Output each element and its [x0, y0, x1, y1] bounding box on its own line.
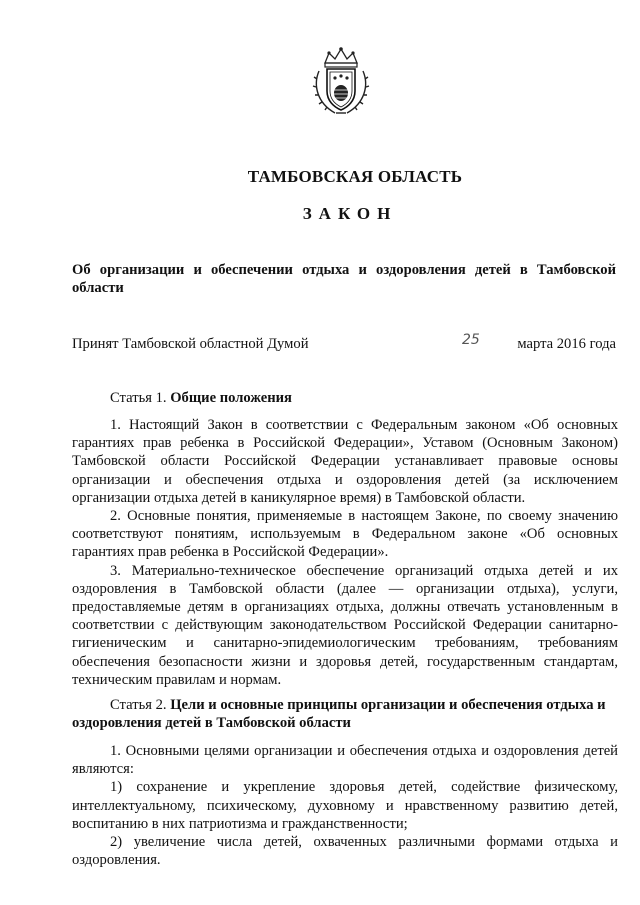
- article-1-paragraph-1: 1. Настоящий Закон в соответствии с Федеральным законом «Об основных гарантиях прав ребенка в Российской Федерации», Уставом (Основным Законом) Тамбовской области Российской Федерации устанавливает правовые основы организации и обеспечения отдыха и оздоровления детей (за исключением организации отдыха детей в каникулярное время) в Тамбовской области.: [72, 417, 618, 506]
- article-1-paragraph-2: 2. Основные понятия, применяемые в настоящем Законе, по своему значению соответствуют понятиям, используемым в Федеральном законе «Об основных гарантиях прав ребенка в Российской Федерации».: [72, 508, 618, 561]
- adoption-label: Принят Тамбовской областной Думой: [72, 336, 309, 352]
- article-1-name: Общие положения: [170, 390, 292, 406]
- article-1-body: [72, 416, 618, 689]
- article-1-number: Статья 1.: [110, 390, 167, 406]
- adoption-date: марта 2016 года: [517, 336, 616, 352]
- article-2-paragraph-2: 1) сохранение и укрепление здоровья детей, содействие физическому, интеллектуальному, психическому, духовному и нравственному развитию детей, воспитанию в них патриотизма и гражданственности;: [72, 779, 618, 832]
- adoption-line: [72, 332, 616, 356]
- article-2-paragraph-3: 2) увеличение числа детей, охваченных различными формами отдыха и оздоровления.: [72, 834, 618, 869]
- article-2-name: Цели и основные принципы организации и обеспечения отдыха и оздоровления детей в Тамбовской области: [72, 697, 606, 731]
- region-heading: ТАМБОВСКАЯ ОБЛАСТЬ: [247, 167, 463, 186]
- article-2-body: [72, 742, 618, 869]
- law-title: Об организации и обеспечении отдыха и оздоровления детей в Тамбовской области: [72, 262, 616, 296]
- article-2-heading: [72, 696, 618, 732]
- article-1-heading: [72, 389, 640, 407]
- article-2-number: Статья 2.: [110, 697, 167, 713]
- adoption-day: 25: [462, 332, 480, 348]
- article-2-paragraph-1: 1. Основными целями организации и обеспечения отдыха и оздоровления детей являются:: [72, 743, 618, 778]
- coat-of-arms-emblem: [311, 45, 371, 117]
- article-1-paragraph-3: 3. Материально-техническое обеспечение организаций отдыха детей и их оздоровления в Тамбовской области (далее — организации отдыха), услуги, предоставляемые детям в организациях отдыха, должны отвечать установленным в соответствии с действующим законодательством Российской Федерации санитарно-гигиеническим и санитарно-эпидемиологическим требованиям, требованиям обеспечения безопасности жизни и здоровья детей, государственным стандартам, техническим правилам и нормам.: [72, 562, 618, 688]
- document-type-heading: ЗАКОН: [302, 204, 398, 223]
